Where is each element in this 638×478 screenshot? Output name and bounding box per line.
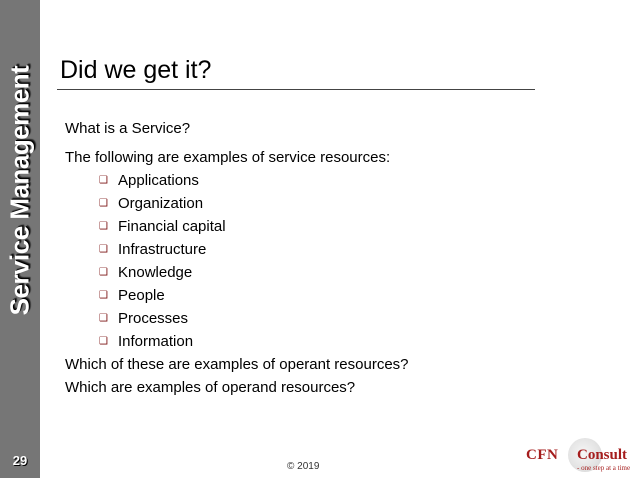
list-item (99, 192, 409, 215)
list-item-label: Infrastructure (118, 241, 207, 258)
copyright-notice: © 2019 (287, 461, 320, 472)
slide-title: Did we get it? (60, 56, 212, 84)
list-item (99, 284, 409, 307)
list-item-label: Processes (118, 310, 189, 327)
sidebar-title-wrapper (0, 0, 40, 380)
cfn-consult-logo (520, 446, 636, 476)
question-operand: Which are examples of operand resources? (65, 379, 356, 396)
logo-name-left: CFN (526, 447, 559, 463)
list-item-label: Financial capital (118, 218, 226, 235)
hollow-square-bullet-icon: ❑ (99, 244, 108, 255)
logo-tagline: - one step at a time (577, 464, 631, 472)
hollow-square-bullet-icon: ❑ (99, 175, 108, 186)
hollow-square-bullet-icon: ❑ (99, 221, 108, 232)
sidebar-title: Service Management (4, 65, 35, 315)
list-item-label: Applications (118, 172, 199, 189)
hollow-square-bullet-icon: ❑ (99, 336, 108, 347)
list-item (99, 330, 409, 353)
slide-body (65, 117, 409, 399)
list-item-label: Information (118, 333, 194, 350)
examples-intro: The following are examples of service resources: (65, 149, 391, 166)
list-item (99, 215, 409, 238)
hollow-square-bullet-icon: ❑ (99, 290, 108, 301)
hollow-square-bullet-icon: ❑ (99, 313, 108, 324)
list-item-label: People (118, 287, 165, 304)
list-item (99, 261, 409, 284)
hollow-square-bullet-icon: ❑ (99, 267, 108, 278)
logo-name-right: Consult (577, 447, 628, 463)
question-operant: Which of these are examples of operant resources? (65, 356, 409, 373)
question-what-is-service: What is a Service? (65, 120, 191, 137)
list-item (99, 307, 409, 330)
list-item (99, 169, 409, 192)
list-item-label: Organization (118, 195, 204, 212)
sidebar (0, 0, 40, 478)
hollow-square-bullet-icon: ❑ (99, 198, 108, 209)
slide-number: 29 (12, 453, 28, 468)
list-item-label: Knowledge (118, 264, 193, 281)
list-item (99, 238, 409, 261)
title-divider (57, 89, 535, 90)
